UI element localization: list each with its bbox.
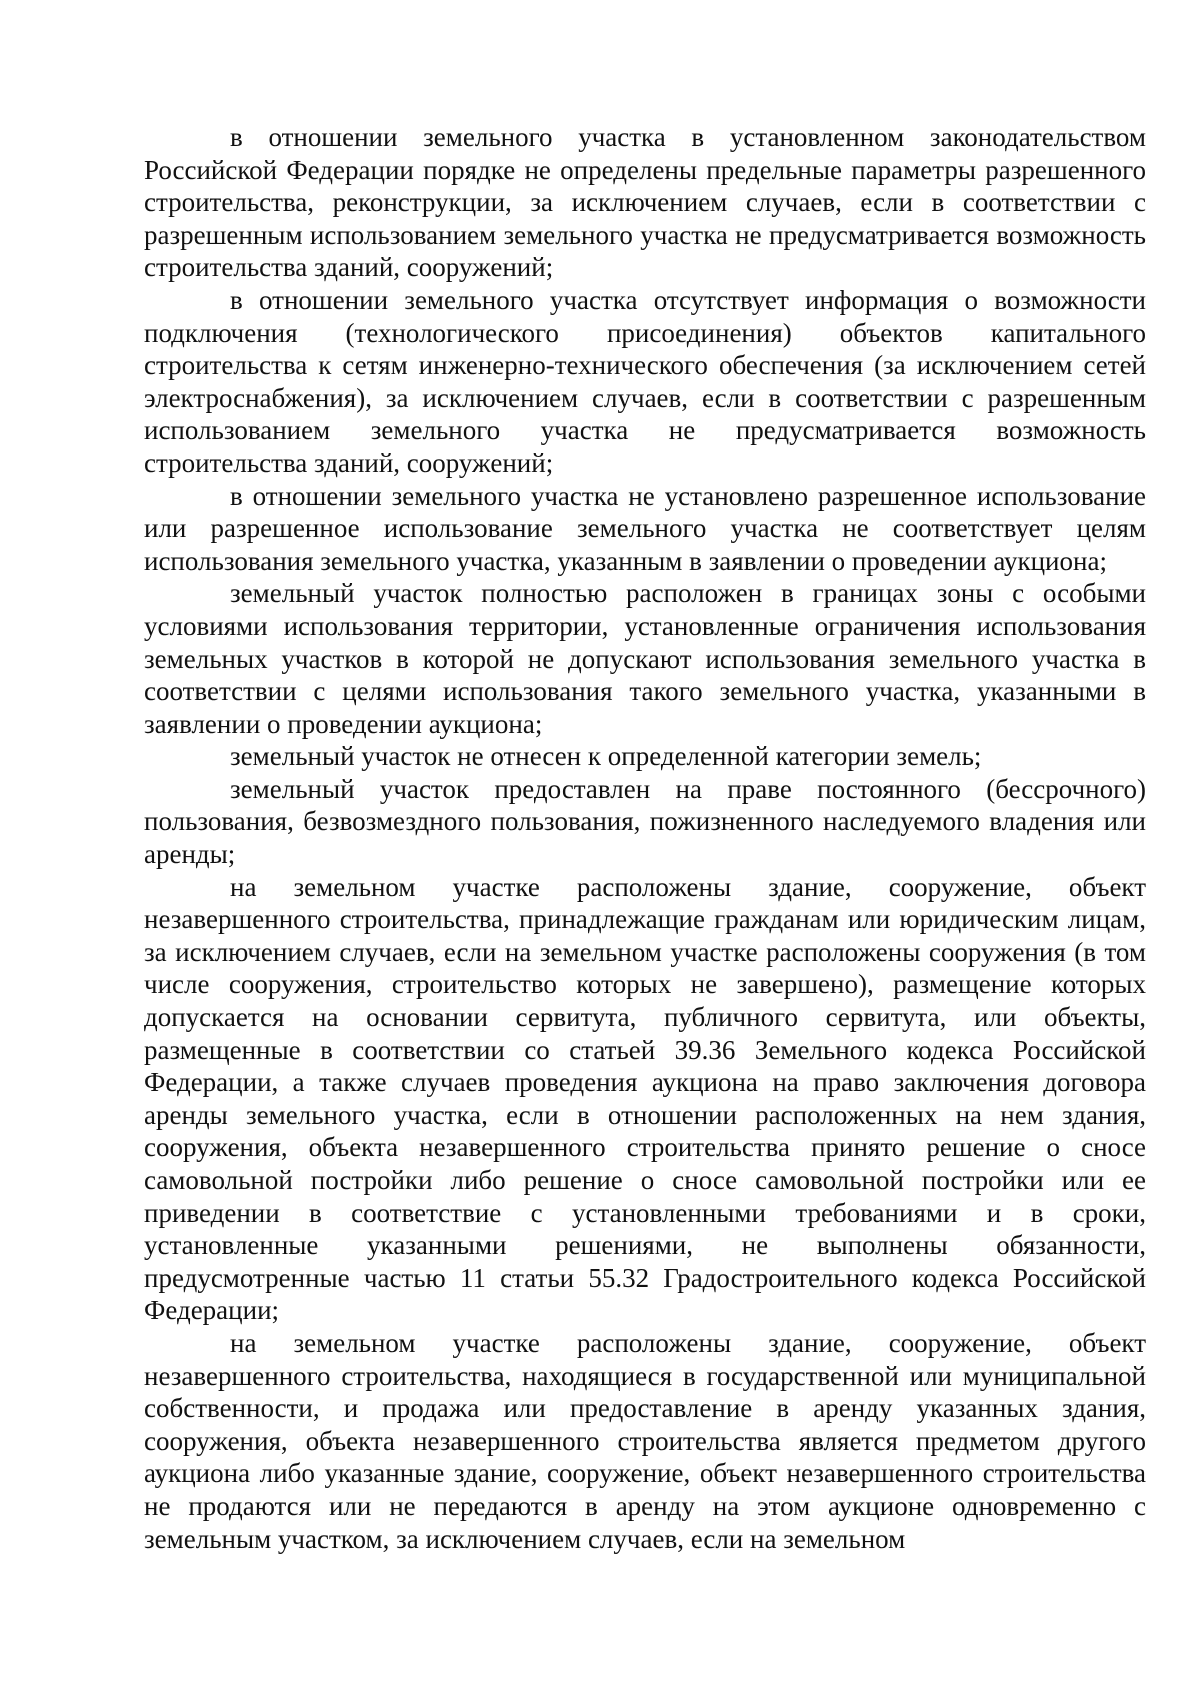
paragraph-land-provided: земельный участок предоставлен на праве постоянного (бессрочного) пользования, безвозмездного пользования, пожизненного наследуемого владения или аренды; (144, 773, 1146, 870)
paragraph-private-buildings: на земельном участке расположены здание, сооружение, объект незавершенного строительства, принадлежащие гражданам или юридическим лицам, за исключением случаев, если на земельном участке расположены сооружения (в том числе сооружения, строительство которых не завершено), размещение которых допускается на основании сервитута, публичного сервитута, или объекты, размещенные в соответствии со статьей 39.36 Земельного кодекса Российской Федерации, а также случаев проведения аукциона на право заключения договора аренды земельного участка, если в отношении расположенных на нем здания, сооружения, объекта незавершенного строительства принято решение о сносе самовольной постройки либо решение о сносе самовольной постройки или ее приведении в соответствие с установленными требованиями и в сроки, установленные указанными решениями, не выполнены обязанности, предусмотренные частью 11 статьи 55.32 Градостроительного кодекса Российской Федерации; (144, 871, 1146, 1326)
paragraph-permitted-use: в отношении земельного участка не установлено разрешенное использование или разрешенное использование земельного участка не соответствует целям использования земельного участка, указанным в заявлении о проведении аукциона; (144, 480, 1146, 576)
paragraph-public-buildings: на земельном участке расположены здание, сооружение, объект незавершенного строительства, находящиеся в государственной или муниципальной собственности, и продажа или предоставление в аренду указанных здания, сооружения, объекта незавершенного строительства является предметом другого аукциона либо указанные здание, сооружение, объект незавершенного строительства не продаются или не передаются в аренду на этом аукционе одновременно с земельным участком, за исключением случаев, если на земельном (144, 1327, 1146, 1554)
paragraph-undefined-parameters: в отношении земельного участка в установленном законодательством Российской Федерации порядке не определены предельные параметры разрешенного строительства, реконструкции, за исключением случаев, если в соответствии с разрешенным использованием земельного участка не предусматривается возможность строительства зданий, сооружений; (144, 122, 1146, 283)
document-body (144, 121, 1146, 1555)
paragraph-land-category: земельный участок не отнесен к определенной категории земель; (230, 741, 982, 772)
paragraph-special-zone: земельный участок полностью расположен в границах зоны с особыми условиями использования территории, установленные ограничения использования земельных участков в которой не допускают использования земельного участка в соответствии с целями использования такого земельного участка, указанными в заявлении о проведении аукциона; (144, 578, 1146, 739)
paragraph-no-connection-info: в отношении земельного участка отсутствует информация о возможности подключения (технологического присоединения) объектов капитального строительства к сетям инженерно-технического обеспечения (за исключением сетей электроснабжения), за исключением случаев, если в соответствии с разрешенным использованием земельного участка не предусматривается возможность строительства зданий, сооружений; (144, 284, 1146, 478)
